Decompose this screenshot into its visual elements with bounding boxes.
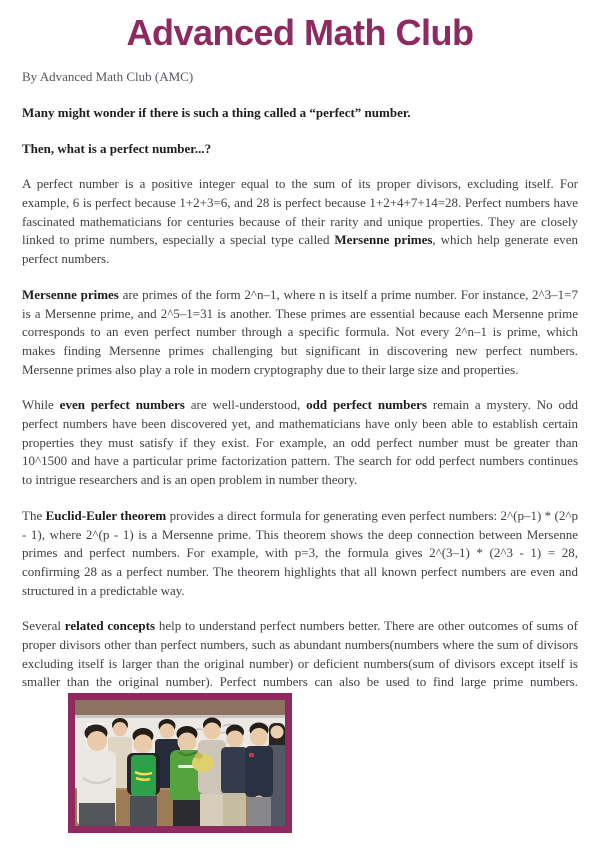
article-page [0, 11, 600, 833]
paragraph-related-concepts [22, 617, 578, 833]
paragraph-odd-perfect-numbers: While even perfect numbers are well-understood, odd perfect numbers remain a mystery. No odd perfect numbers have been discovered yet, and mathematicians have only been able to establish certain properties they must satisfy if they exist. For example, an odd perfect number must be greater than 10^1500 and have a particular prime factorization pattern. The search for odd perfect numbers continues to intrigue researchers and is an open problem in number theory. [22, 397, 578, 488]
byline: By Advanced Math Club (AMC) [22, 69, 194, 85]
classroom-photo-illustration [75, 700, 285, 826]
paragraph-euclid-euler: The Euclid-Euler theorem provides a direct formula for generating even perfect numbers: 2^(p–1) * (2^p - 1), where 2^(p - 1) is a Mersenne prime. This theorem shows the deep connection between Mersenne primes and perfect numbers. For example, with p=3, the formula gives 2^(3–1) * (2^3 - 1) = 28, confirming 28 as a perfect number. The theorem highlights that all known perfect numbers are even and structured in a predictable way. [22, 507, 578, 598]
paragraph-mersenne-primes: Mersenne primes are primes of the form 2^n–1, where n is itself a prime number. For instance, 2^3–1=7 is a Mersenne prime, and 2^5–1=31 is another. These primes are essential because each Mersenne prime corresponds to an even perfect number through a specific formula. Not every 2^n–1 is prime, which makes finding Mersenne primes challenging but significant in discovering new perfect numbers. Mersenne primes also play a role in modern cryptography due to their large size and properties. [22, 286, 578, 377]
paragraph-text: Several related concepts help to understand perfect numbers better. There are other outcomes of sums of proper divisors other than perfect numbers, such as abundant numbers(numbers where the sum of divisors excluding itself is larger than the original number) or deficient numbers(sum of divisors except itself is smaller than the original number). Perfect numbers can also be used to find large prime numbers. [22, 618, 578, 690]
intro-line-2: Then, what is a perfect number...? [22, 140, 212, 156]
page-title: Advanced Math Club [126, 12, 474, 53]
group-photo [68, 693, 292, 833]
intro-line-1: Many might wonder if there is such a thing called a “perfect” number. [22, 104, 411, 120]
paragraph-perfect-number: A perfect number is a positive integer equal to the sum of its proper divisors, excluding itself. For example, 6 is perfect because 1+2+3=6, and 28 is perfect because 1+2+4+7+14=28. Perfect numbers have fascinated mathematicians for centuries because of their rarity and unique properties. They are closely linked to prime numbers, especially a special type called Mersenne primes, which help generate even perfect numbers. [22, 176, 578, 267]
